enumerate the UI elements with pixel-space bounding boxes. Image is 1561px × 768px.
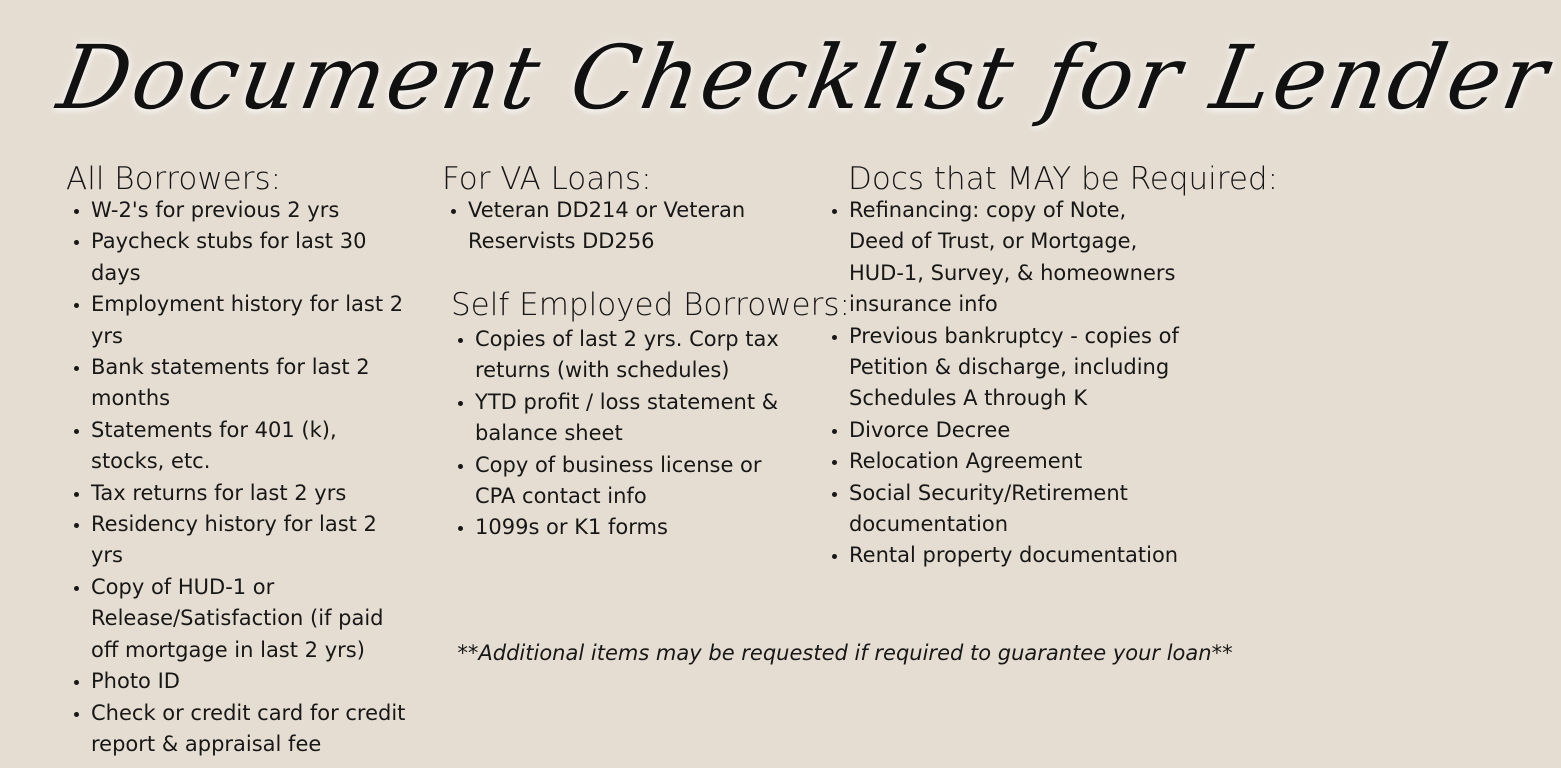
va-loans-list <box>443 195 758 258</box>
may-be-required-heading: Docs that MAY be Required: <box>848 161 1279 197</box>
list-item: • Refinancing: copy of Note, Deed of Trust, or Mortgage, HUD-1, Survey, & homeowners insurance info <box>849 195 1179 321</box>
va-loans-heading: For VA Loans: <box>442 161 652 197</box>
list-item: • Divorce Decree <box>849 415 1179 446</box>
list-item: • Check or credit card for credit report & appraisal fee <box>91 698 406 761</box>
list-item: • Social Security/Retirement documentation <box>849 478 1179 541</box>
list-item: • 1099s or K1 forms <box>475 512 785 543</box>
list-item: • Paycheck stubs for last 30 days <box>91 226 406 289</box>
list-item: • YTD profit / loss statement & balance sheet <box>475 387 785 450</box>
list-item: • Copy of business license or CPA contact info <box>475 450 785 513</box>
list-item: • Bank statements for last 2 months <box>91 352 406 415</box>
self-employed-heading: Self Employed Borrowers: <box>451 287 850 323</box>
list-item: • Employment history for last 2 yrs <box>91 289 406 352</box>
list-item: • Copies of last 2 yrs. Corp tax returns (with schedules) <box>475 324 785 387</box>
list-item: • Residency history for last 2 yrs <box>91 509 406 572</box>
list-item: • Tax returns for last 2 yrs <box>91 478 406 509</box>
list-item: • Veteran DD214 or Veteran Reservists DD256 <box>468 195 758 258</box>
list-item: • W-2's for previous 2 yrs <box>91 195 406 226</box>
list-item: • Copy of HUD-1 or Release/Satisfaction (if paid off mortgage in last 2 yrs) <box>91 572 406 666</box>
all-borrowers-heading: All Borrowers: <box>66 161 282 197</box>
list-item: • Rental property documentation <box>849 540 1179 571</box>
footnote: **Additional items may be requested if required to guarantee your loan** <box>457 641 1233 665</box>
self-employed-list <box>450 324 785 544</box>
page-title: Document Checklist for Lender <box>51 26 1558 129</box>
may-be-required-list <box>824 195 1179 572</box>
list-item: • Photo ID <box>91 666 406 697</box>
all-borrowers-list <box>66 195 406 760</box>
list-item: • Previous bankruptcy - copies of Petition & discharge, including Schedules A through K <box>849 321 1179 415</box>
list-item: • Statements for 401 (k), stocks, etc. <box>91 415 406 478</box>
list-item: • Relocation Agreement <box>849 446 1179 477</box>
